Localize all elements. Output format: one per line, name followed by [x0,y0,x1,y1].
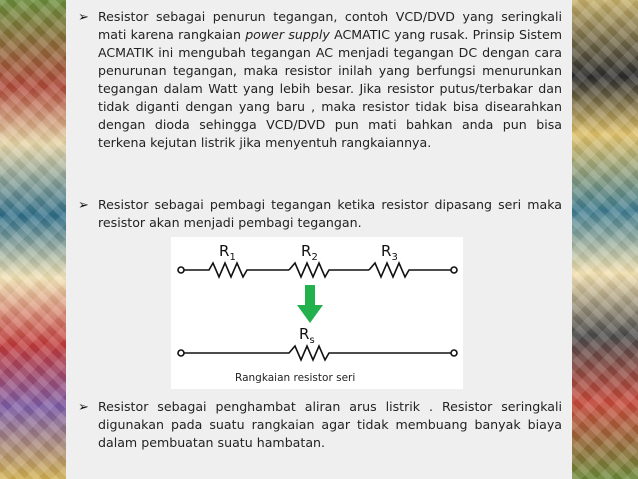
bullet-text: ACMATIC yang rusak. Prinsip Sistem ACMATIK ini mengubah tegangan AC menjadi tegangan DC dengan cara penurunan tegangan, maka resistor inilah yang berfungsi menurunkan tegangan dalam Watt yang lebih besar. Jika resistor putus/terbakar dan tidak diganti dengan yang baru , maka resistor tidak bisa disearahkan dengan dioda sehingga VCD/DVD pun mati bahkan anda pun bisa terkena kejutan listrik jika menyentuh rangkaiannya. [98,27,562,150]
bullet-penghambat-arus [78,398,562,452]
green-down-arrow-icon [297,285,323,323]
diagram-caption: Rangkaian resistor seri [235,372,356,384]
resistor-r1-symbol [184,263,289,277]
decorative-border-left [0,0,66,479]
decorative-border-right [572,0,638,479]
label-r2: $R_2$ [301,242,318,263]
terminal-node [451,350,457,356]
resistor-r3-symbol [369,263,451,277]
label-r1: $R_1$ [219,242,236,263]
series-resistor-diagram [171,237,463,389]
bullet-text: Resistor sebagai penghambat aliran arus listrik . Resistor seringkali digunakan pada suatu rangkaian agar tidak membuang banyak biaya dalam pembuatan suatu hambatan. [98,399,562,450]
resistor-r2-symbol [289,263,369,277]
bullet-text-italic: power supply [245,27,330,42]
bullet-text: Resistor sebagai pembagi tegangan ketika resistor dipasang seri maka resistor akan menjadi pembagi tegangan. [98,197,562,230]
resistor-rs-symbol [184,346,451,360]
arrow-bullet-icon: ➢ [78,400,89,415]
label-r3: $R_3$ [381,242,398,263]
bullet-text: Resistor sebagai penurun tegangan, contoh VCD/DVD yang seringkali mati karena rangkaian [98,9,562,42]
terminal-node [451,267,457,273]
arrow-bullet-icon: ➢ [78,10,89,25]
bullet-penurun-tegangan [78,8,562,152]
bullet-pembagi-tegangan [78,196,562,232]
terminal-node [178,267,184,273]
label-rs: $R_s$ [299,325,315,346]
arrow-bullet-icon: ➢ [78,198,89,213]
terminal-node [178,350,184,356]
slide-content [66,0,572,479]
